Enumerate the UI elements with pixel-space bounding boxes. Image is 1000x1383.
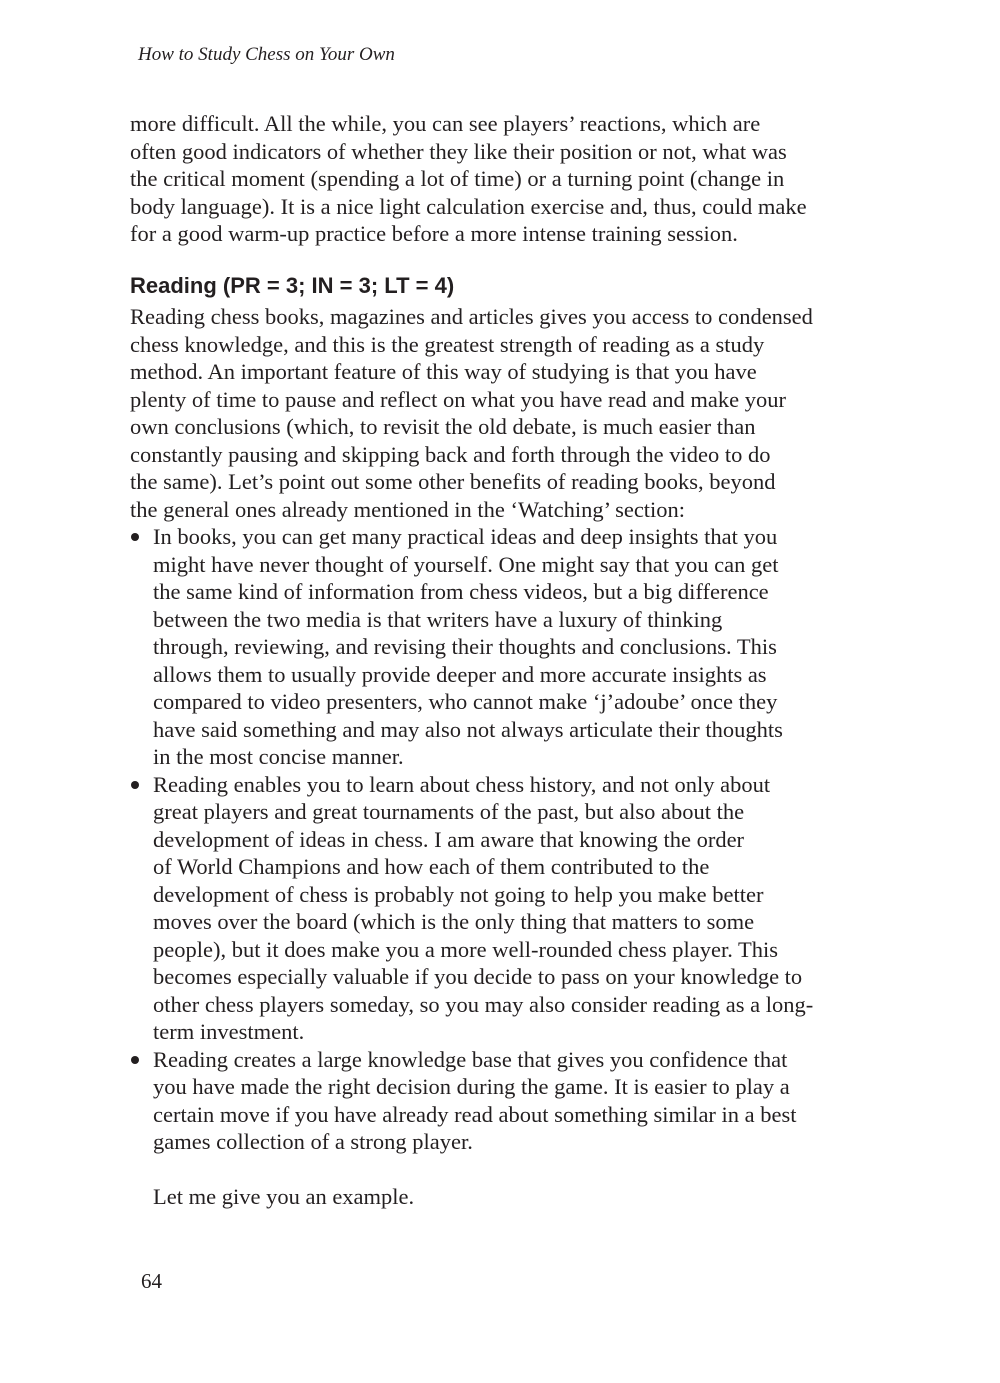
list-item-line: becomes especially valuable if you decide to pass on your knowledge to: [153, 964, 803, 989]
paragraph-line: method. An important feature of this way of studying is that you have: [130, 359, 757, 384]
running-head: How to Study Chess on Your Own: [138, 44, 395, 65]
list-item-line: of World Champions and how each of them contributed to the: [153, 854, 710, 879]
bullet-icon: [131, 1056, 139, 1064]
list-item-line: in the most concise manner.: [153, 744, 404, 769]
list-item-line: certain move if you have already read about something similar in a best: [153, 1101, 797, 1127]
list-item-line: between the two media is that writers have a luxury of thinking: [153, 606, 723, 632]
list-item-line: people), but it does make you a more well-rounded chess player. This: [153, 936, 779, 962]
list-item-line: might have never thought of yourself. One might say that you can get: [153, 551, 779, 577]
page-number: 64: [141, 1269, 162, 1293]
paragraph-line: body language). It is a nice light calculation exercise and, thus, could make: [130, 193, 807, 219]
paragraph-line: Reading chess books, magazines and articles gives you access to condensed: [130, 304, 813, 329]
list-item: [130, 523, 870, 771]
list-item-line: great players and great tournaments of the past, but also about the: [153, 799, 745, 824]
list-item-line: you have made the right decision during the game. It is easier to play a: [153, 1074, 790, 1099]
benefits-list: [130, 523, 870, 1156]
list-item-line: through, reviewing, and revising their thoughts and conclusions. This: [153, 634, 777, 659]
list-item-line: term investment.: [153, 1019, 305, 1044]
intro-paragraph: [130, 110, 870, 248]
list-item: [130, 1046, 870, 1156]
bullet-icon: [131, 781, 139, 789]
paragraph-line: for a good warm-up practice before a more intense training session.: [130, 221, 738, 246]
closing-line: Let me give you an example.: [153, 1184, 415, 1209]
paragraph-line: own conclusions (which, to revisit the old debate, is much easier than: [130, 414, 756, 439]
list-item: [130, 771, 870, 1046]
paragraph-line: more difficult. All the while, you can see players’ reactions, which are: [130, 111, 761, 136]
paragraph-line: constantly pausing and skipping back and forth through the video to do: [130, 441, 771, 467]
paragraph-line: the same). Let’s point out some other benefits of reading books, beyond: [130, 469, 776, 494]
list-item-line: In books, you can get many practical ideas and deep insights that you: [153, 524, 778, 549]
list-item-line: Reading creates a large knowledge base that gives you confidence that: [153, 1046, 788, 1072]
paragraph-line: often good indicators of whether they like their position or not, what was: [130, 138, 787, 164]
list-item-line: have said something and may also not always articulate their thoughts: [153, 716, 783, 742]
list-item-line: allows them to usually provide deeper and more accurate insights as: [153, 661, 767, 687]
paragraph-line: the critical moment (spending a lot of time) or a turning point (change in: [130, 166, 785, 191]
paragraph-line: chess knowledge, and this is the greatest strength of reading as a study: [130, 331, 765, 357]
section-heading: Reading (PR = 3; IN = 3; LT = 4): [130, 273, 455, 298]
list-item-line: Reading enables you to learn about chess history, and not only about: [153, 771, 771, 797]
paragraph-line: plenty of time to pause and reflect on what you have read and make your: [130, 386, 787, 412]
list-item-line: moves over the board (which is the only thing that matters to some: [153, 909, 755, 934]
reading-paragraph: [130, 303, 870, 523]
list-item-line: development of ideas in chess. I am aware that knowing the order: [153, 826, 745, 852]
list-item-line: other chess players someday, so you may also consider reading as a long-: [153, 991, 814, 1017]
paragraph-line: the general ones already mentioned in the ‘Watching’ section:: [130, 496, 686, 522]
list-item-line: the same kind of information from chess videos, but a big difference: [153, 579, 769, 604]
list-item-line: games collection of a strong player.: [153, 1129, 473, 1154]
list-item-line: development of chess is probably not going to help you make better: [153, 881, 764, 907]
bullet-icon: [131, 533, 139, 541]
list-item-line: compared to video presenters, who cannot make ‘j’adoube’ once they: [153, 689, 778, 714]
